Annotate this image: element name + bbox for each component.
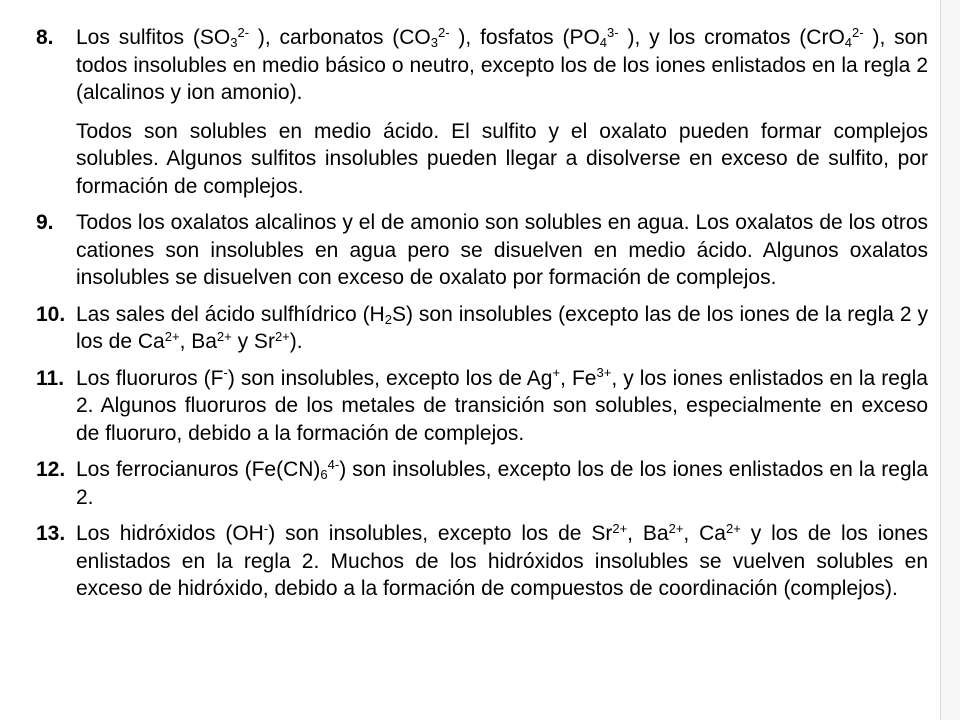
rule-item (36, 520, 928, 603)
superscript: 2+ (612, 520, 628, 536)
text-segment: y Sr (231, 330, 275, 353)
rule-paragraph (76, 209, 928, 292)
subscript: 3 (230, 35, 238, 51)
rule-item (36, 24, 928, 200)
text-segment: ), carbonatos (CO (249, 26, 431, 49)
text-segment: ), y los cromatos (CrO (618, 26, 845, 49)
superscript: - (263, 520, 269, 536)
subscript: 3 (430, 35, 439, 51)
text-segment: ), fosfatos (PO (449, 26, 600, 49)
text-segment: , Ca (683, 522, 726, 545)
subscript: 4 (599, 35, 608, 51)
rule-item (36, 301, 928, 356)
rule-number: 11. (36, 366, 65, 390)
text-segment: , Ba (179, 330, 217, 353)
superscript: 2- (438, 24, 450, 40)
rule-body (76, 301, 928, 356)
rule-paragraph (76, 365, 928, 448)
subscript: 6 (320, 467, 328, 483)
superscript: 2- (237, 24, 250, 40)
rule-number: 12. (36, 458, 66, 481)
rule-number: 13. (36, 522, 66, 545)
text-segment: ), son todos insolubles en medio básico o neutro, excepto los de los iones enlistados en la regla 2 (alcalinos y ion amonio). (76, 26, 928, 104)
subscript: 4 (844, 35, 853, 51)
rule-paragraph (76, 24, 928, 107)
rule-paragraph (76, 520, 928, 603)
text-segment: Todos son solubles en medio ácido. El sulfito y el oxalato pueden formar complejos solubles. Algunos sulfitos insolubles pueden llegar a disolverse en exceso de sulfito, por formación de complejos. (76, 119, 928, 198)
text-segment: ) son insolubles, excepto los de los iones enlistados en la regla 2. (76, 458, 928, 509)
text-segment: ) son insolubles, excepto los de Sr (268, 522, 613, 545)
superscript: 3- (607, 24, 619, 40)
rule-body (76, 456, 928, 511)
superscript: - (223, 365, 228, 381)
superscript: 4- (327, 456, 340, 472)
superscript: 2+ (274, 328, 290, 344)
rule-number: 10. (36, 302, 66, 326)
rule-body (76, 520, 928, 603)
text-segment: Los hidróxidos (OH (76, 522, 264, 545)
text-segment: y los de los iones enlistados en la regla 2. Muchos de los hidróxidos insolubles se vuelven solubles en exceso de hidróxido, debido a la formación de compuestos de coordinación (complejos). (76, 522, 928, 600)
text-segment: Los fluoruros (F (76, 366, 224, 390)
superscript: 2+ (668, 520, 684, 536)
rule-item (36, 209, 928, 292)
superscript: 3+ (596, 365, 612, 381)
text-segment: Todos los oxalatos alcalinos y el de amonio son solubles en agua. Los oxalatos de los otros cationes son insolubles en agua pero se disuelven en medio ácido. Algunos oxalatos insolubles se disuelven con exceso de oxalato por formación de complejos. (76, 211, 928, 289)
text-segment: , Fe (560, 366, 597, 390)
page-margin (941, 0, 960, 720)
text-segment: S) son insolubles (excepto las de los iones de la regla 2 y los de Ca (76, 302, 929, 353)
rule-body (76, 24, 928, 200)
text-segment: Los ferrocianuros (Fe(CN) (76, 458, 321, 481)
rule-item (36, 456, 928, 511)
rule-body (76, 209, 928, 292)
superscript: + (552, 365, 561, 381)
rule-number: 9. (36, 211, 54, 234)
rule-paragraph (76, 118, 928, 201)
superscript: 2- (852, 24, 864, 40)
superscript: 2+ (725, 520, 741, 536)
rule-paragraph (76, 301, 928, 356)
text-segment: ) son insolubles, excepto los de Ag (227, 366, 553, 390)
text-segment: ). (289, 330, 303, 353)
superscript: 2+ (164, 328, 180, 344)
rule-paragraph (76, 456, 928, 511)
text-segment: Los sulfitos (SO (76, 26, 231, 49)
text-segment: , y los iones enlistados en la regla 2. Algunos fluoruros de los metales de transición son solubles, especialmente en exceso de fluoruro, debido a la formación de complejos. (76, 366, 928, 445)
rule-item (36, 365, 928, 448)
rule-body (76, 365, 928, 448)
text-segment: Las sales del ácido sulfhídrico (H (76, 302, 385, 326)
solubility-rules-list (36, 24, 928, 612)
subscript: 2 (384, 311, 392, 327)
superscript: 2+ (216, 328, 232, 344)
rule-number: 8. (36, 26, 54, 49)
text-segment: , Ba (627, 522, 669, 545)
